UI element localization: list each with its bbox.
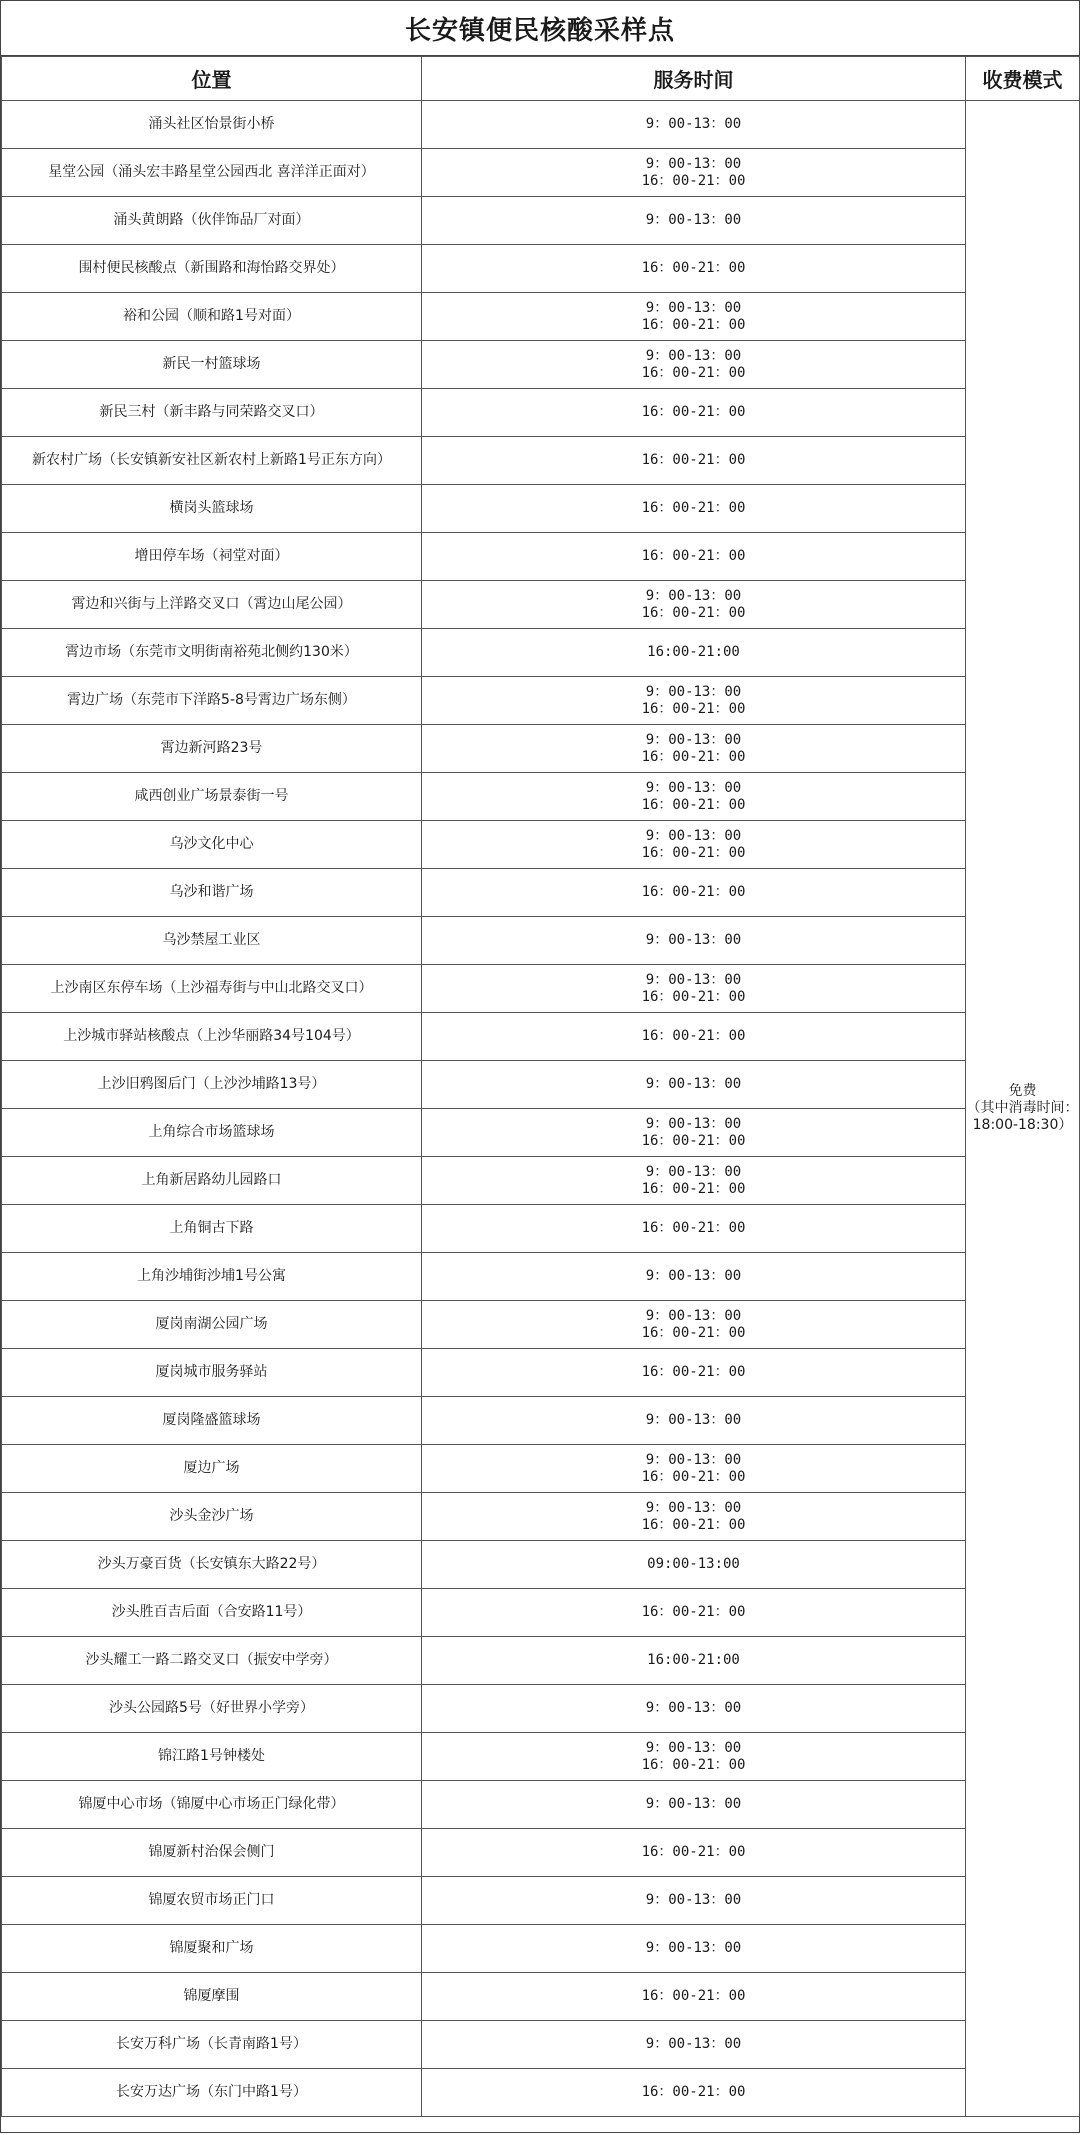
fee-mode-cell — [966, 101, 1080, 2117]
location-cell: 沙头耀工一路二路交叉口（振安中学旁） — [2, 1637, 422, 1685]
location-cell: 霄边新河路23号 — [2, 725, 422, 773]
time-range: 16：00-21：00 — [641, 1756, 746, 1773]
time-range: 9：00-13：00 — [645, 827, 742, 844]
time-range: 9：00-13：00 — [645, 299, 742, 316]
location-cell: 上角沙埔街沙埔1号公寓 — [2, 1253, 422, 1301]
location-cell: 新民一村篮球场 — [2, 341, 422, 389]
time-range: 9：00-13：00 — [645, 347, 742, 364]
table-row — [2, 773, 1080, 821]
location-cell: 锦厦摩围 — [2, 1973, 422, 2021]
table-row — [2, 1685, 1080, 1733]
location-cell: 沙头万豪百货（长安镇东大路22号） — [2, 1541, 422, 1589]
header-location: 位置 — [2, 57, 422, 101]
time-range: 16：00-21：00 — [641, 1516, 746, 1533]
time-range: 9：00-13：00 — [645, 1892, 742, 1908]
service-time-cell — [422, 1061, 966, 1109]
location-cell: 霄边市场（东莞市文明街南裕苑北侧约130米） — [2, 629, 422, 677]
table-row — [2, 1445, 1080, 1493]
table-row — [2, 1541, 1080, 1589]
fee-label: 免费 — [1008, 1083, 1037, 1099]
table-row — [2, 677, 1080, 725]
table-row — [2, 2021, 1080, 2069]
table-row — [2, 197, 1080, 245]
time-range: 16：00-21：00 — [641, 1604, 746, 1620]
table-row — [2, 917, 1080, 965]
location-cell: 厦岗南湖公园广场 — [2, 1301, 422, 1349]
time-range: 16：00-21：00 — [641, 1180, 746, 1197]
time-range: 16：00-21：00 — [641, 1132, 746, 1149]
time-range: 9：00-13：00 — [645, 1115, 742, 1132]
service-time-cell — [422, 1541, 966, 1589]
table-row — [2, 389, 1080, 437]
table-row — [2, 533, 1080, 581]
time-range: 9：00-13：00 — [645, 212, 742, 228]
service-time-cell — [422, 1781, 966, 1829]
location-cell: 涌头黄朗路（伙伴饰品厂对面） — [2, 197, 422, 245]
location-cell: 新农村广场（长安镇新安社区新农村上新路1号正东方向） — [2, 437, 422, 485]
service-time-cell — [422, 677, 966, 725]
table-row — [2, 293, 1080, 341]
time-range: 9：00-13：00 — [645, 1163, 742, 1180]
time-range: 16：00-21：00 — [641, 172, 746, 189]
time-range: 9：00-13：00 — [645, 155, 742, 172]
time-range: 16：00-21：00 — [641, 548, 746, 564]
sampling-table — [1, 56, 1080, 2117]
table-row — [2, 485, 1080, 533]
header-fee-mode: 收费模式 — [966, 57, 1080, 101]
table-row — [2, 821, 1080, 869]
table-header-row — [2, 57, 1080, 101]
location-cell: 上角综合市场篮球场 — [2, 1109, 422, 1157]
table-row — [2, 1109, 1080, 1157]
location-cell: 长安万达广场（东门中路1号） — [2, 2069, 422, 2117]
time-range: 9：00-13：00 — [645, 731, 742, 748]
time-range: 16：00-21：00 — [641, 452, 746, 468]
table-row — [2, 725, 1080, 773]
location-cell: 乌沙文化中心 — [2, 821, 422, 869]
location-cell: 沙头金沙广场 — [2, 1493, 422, 1541]
table-row — [2, 1061, 1080, 1109]
table-row — [2, 1013, 1080, 1061]
service-time-cell — [422, 101, 966, 149]
table-row — [2, 341, 1080, 389]
location-cell: 乌沙和谐广场 — [2, 869, 422, 917]
location-cell: 霄边和兴街与上洋路交叉口（霄边山尾公园） — [2, 581, 422, 629]
location-cell: 锦江路1号钟楼处 — [2, 1733, 422, 1781]
time-range: 9：00-13：00 — [645, 1307, 742, 1324]
time-range: 16：00-21：00 — [641, 796, 746, 813]
time-range: 16：00-21：00 — [641, 884, 746, 900]
table-row — [2, 2069, 1080, 2117]
location-cell: 锦厦聚和广场 — [2, 1925, 422, 1973]
time-range: 9：00-13：00 — [645, 683, 742, 700]
table-row — [2, 1877, 1080, 1925]
table-row — [2, 581, 1080, 629]
location-cell: 沙头胜百吉后面（合安路11号） — [2, 1589, 422, 1637]
time-range: 9：00-13：00 — [645, 1499, 742, 1516]
location-cell: 上沙南区东停车场（上沙福寿街与中山北路交叉口） — [2, 965, 422, 1013]
service-time-cell — [422, 1157, 966, 1205]
location-cell: 上沙城市驿站核酸点（上沙华丽路34号104号） — [2, 1013, 422, 1061]
service-time-cell — [422, 917, 966, 965]
time-range: 9：00-13：00 — [645, 1076, 742, 1092]
service-time-cell — [422, 965, 966, 1013]
location-cell: 围村便民核酸点（新围路和海怡路交界处） — [2, 245, 422, 293]
table-row — [2, 1157, 1080, 1205]
table-row — [2, 1781, 1080, 1829]
time-range: 9：00-13：00 — [645, 587, 742, 604]
table-row — [2, 1925, 1080, 1973]
service-time-cell — [422, 773, 966, 821]
table-row — [2, 1733, 1080, 1781]
table-row — [2, 1589, 1080, 1637]
service-time-cell — [422, 821, 966, 869]
service-time-cell — [422, 389, 966, 437]
service-time-cell — [422, 1973, 966, 2021]
time-range: 09:00-13:00 — [647, 1556, 740, 1572]
service-time-cell — [422, 869, 966, 917]
time-range: 9：00-13：00 — [645, 1700, 742, 1716]
time-range: 16：00-21：00 — [641, 1220, 746, 1236]
service-time-cell — [422, 1397, 966, 1445]
time-range: 16：00-21：00 — [641, 748, 746, 765]
location-cell: 增田停车场（祠堂对面） — [2, 533, 422, 581]
location-cell: 锦厦农贸市场正门口 — [2, 1877, 422, 1925]
time-range: 9：00-13：00 — [645, 932, 742, 948]
table-row — [2, 629, 1080, 677]
service-time-cell — [422, 485, 966, 533]
table-row — [2, 1301, 1080, 1349]
time-range: 9：00-13：00 — [645, 1739, 742, 1756]
time-range: 9：00-13：00 — [645, 1412, 742, 1428]
time-range: 16：00-21：00 — [641, 844, 746, 861]
service-time-cell — [422, 629, 966, 677]
table-row — [2, 101, 1080, 149]
time-range: 16：00-21：00 — [641, 500, 746, 516]
time-range: 9：00-13：00 — [645, 1451, 742, 1468]
time-range: 16：00-21：00 — [641, 260, 746, 276]
service-time-cell — [422, 149, 966, 197]
location-cell: 裕和公园（顺和路1号对面） — [2, 293, 422, 341]
table-row — [2, 437, 1080, 485]
service-time-cell — [422, 725, 966, 773]
header-service-time: 服务时间 — [422, 57, 966, 101]
service-time-cell — [422, 1109, 966, 1157]
service-time-cell — [422, 245, 966, 293]
service-time-cell — [422, 1829, 966, 1877]
location-cell: 上角铜古下路 — [2, 1205, 422, 1253]
location-cell: 厦岗城市服务驿站 — [2, 1349, 422, 1397]
service-time-cell — [422, 1493, 966, 1541]
location-cell: 锦厦中心市场（锦厦中心市场正门绿化带） — [2, 1781, 422, 1829]
service-time-cell — [422, 197, 966, 245]
location-cell: 长安万科广场（长青南路1号） — [2, 2021, 422, 2069]
service-time-cell — [422, 1301, 966, 1349]
time-range: 16：00-21：00 — [641, 1844, 746, 1860]
service-time-cell — [422, 1253, 966, 1301]
service-time-cell — [422, 341, 966, 389]
time-range: 16：00-21：00 — [641, 1468, 746, 1485]
table-row — [2, 1973, 1080, 2021]
service-time-cell — [422, 533, 966, 581]
location-cell: 新民三村（新丰路与同荣路交叉口） — [2, 389, 422, 437]
time-range: 9：00-13：00 — [645, 1796, 742, 1812]
service-time-cell — [422, 1205, 966, 1253]
page-title: 长安镇便民核酸采样点 — [1, 1, 1079, 56]
table-row — [2, 1397, 1080, 1445]
location-cell: 厦岗隆盛篮球场 — [2, 1397, 422, 1445]
fee-note: （其中消毒时间：18:00-18:30） — [966, 1100, 1079, 1133]
service-time-cell — [422, 1589, 966, 1637]
table-row — [2, 245, 1080, 293]
service-time-cell — [422, 581, 966, 629]
service-time-cell — [422, 293, 966, 341]
time-range: 16:00-21:00 — [647, 1652, 740, 1668]
table-row — [2, 1253, 1080, 1301]
table-row — [2, 1349, 1080, 1397]
time-range: 9：00-13：00 — [645, 1940, 742, 1956]
table-row — [2, 965, 1080, 1013]
time-range: 16：00-21：00 — [641, 1988, 746, 2004]
service-time-cell — [422, 2069, 966, 2117]
service-time-cell — [422, 1685, 966, 1733]
table-row — [2, 149, 1080, 197]
time-range: 9：00-13：00 — [645, 116, 742, 132]
time-range: 16：00-21：00 — [641, 364, 746, 381]
time-range: 16：00-21：00 — [641, 604, 746, 621]
time-range: 16：00-21：00 — [641, 316, 746, 333]
table-row — [2, 1829, 1080, 1877]
table-row — [2, 1205, 1080, 1253]
table-row — [2, 1637, 1080, 1685]
service-time-cell — [422, 437, 966, 485]
service-time-cell — [422, 2021, 966, 2069]
table-row — [2, 1493, 1080, 1541]
location-cell: 沙头公园路5号（好世界小学旁） — [2, 1685, 422, 1733]
location-cell: 霄边广场（东莞市下洋路5-8号霄边广场东侧） — [2, 677, 422, 725]
service-time-cell — [422, 1877, 966, 1925]
location-cell: 乌沙禁屋工业区 — [2, 917, 422, 965]
time-range: 9：00-13：00 — [645, 1268, 742, 1284]
location-cell: 星堂公园（涌头宏丰路星堂公园西北 喜洋洋正面对） — [2, 149, 422, 197]
table-row — [2, 869, 1080, 917]
location-cell: 横岗头篮球场 — [2, 485, 422, 533]
time-range: 16:00-21:00 — [647, 644, 740, 660]
time-range: 16：00-21：00 — [641, 1324, 746, 1341]
time-range: 16：00-21：00 — [641, 1028, 746, 1044]
location-cell: 涌头社区怡景街小桥 — [2, 101, 422, 149]
location-cell: 厦边广场 — [2, 1445, 422, 1493]
time-range: 9：00-13：00 — [645, 779, 742, 796]
time-range: 16：00-21：00 — [641, 404, 746, 420]
table-body — [2, 101, 1080, 2117]
location-cell: 上沙旧鸦图后门（上沙沙埔路13号） — [2, 1061, 422, 1109]
service-time-cell — [422, 1925, 966, 1973]
location-cell: 上角新居路幼儿园路口 — [2, 1157, 422, 1205]
service-time-cell — [422, 1733, 966, 1781]
time-range: 16：00-21：00 — [641, 988, 746, 1005]
time-range: 16：00-21：00 — [641, 700, 746, 717]
time-range: 16：00-21：00 — [641, 2084, 746, 2100]
service-time-cell — [422, 1637, 966, 1685]
location-cell: 锦厦新村治保会侧门 — [2, 1829, 422, 1877]
time-range: 9：00-13：00 — [645, 2036, 742, 2052]
service-time-cell — [422, 1013, 966, 1061]
service-time-cell — [422, 1445, 966, 1493]
time-range: 16：00-21：00 — [641, 1364, 746, 1380]
location-cell: 咸西创业广场景泰街一号 — [2, 773, 422, 821]
time-range: 9：00-13：00 — [645, 971, 742, 988]
service-time-cell — [422, 1349, 966, 1397]
